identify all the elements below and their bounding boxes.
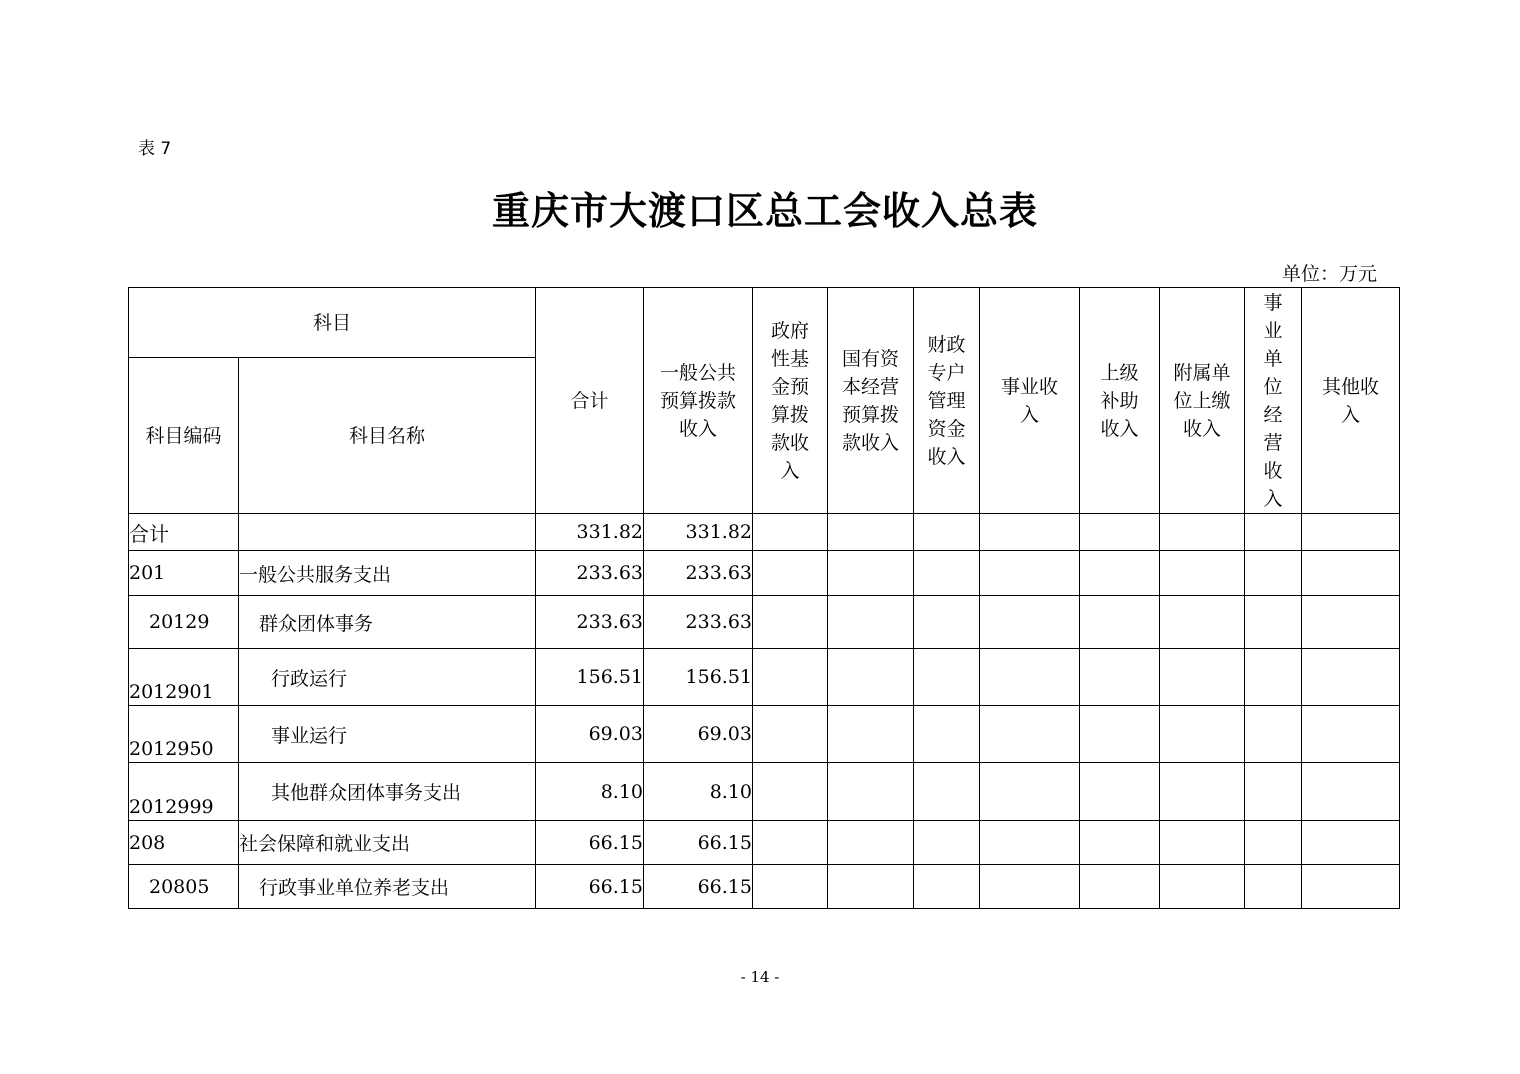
unit-label: 单位：万元	[1282, 263, 1378, 285]
row-total: 66.15	[536, 865, 644, 909]
table-row	[129, 865, 1400, 909]
row-total: 233.63	[536, 596, 644, 649]
total-general-budget: 331.82	[644, 514, 753, 551]
header-other-income: 其他收入	[1302, 288, 1400, 514]
row-name: 行政运行	[239, 649, 536, 706]
row-total: 8.10	[536, 763, 644, 821]
income-table	[128, 287, 1400, 909]
row-name: 行政事业单位养老支出	[239, 865, 536, 909]
table-row	[129, 821, 1400, 865]
table-row	[129, 649, 1400, 706]
row-general-budget: 156.51	[644, 649, 753, 706]
table-row	[129, 763, 1400, 821]
row-general-budget: 69.03	[644, 706, 753, 763]
row-general-budget: 8.10	[644, 763, 753, 821]
row-code: 201	[129, 551, 239, 596]
row-total: 156.51	[536, 649, 644, 706]
table-number: 表 7	[138, 139, 172, 159]
table-row	[129, 596, 1400, 649]
header-subject-name: 科目名称	[239, 358, 536, 514]
table-row	[129, 551, 1400, 596]
row-general-budget: 233.63	[644, 596, 753, 649]
row-code: 2012999	[129, 763, 239, 821]
header-subject: 科目	[129, 288, 536, 358]
page-title: 重庆市大渡口区总工会收入总表	[491, 189, 1038, 233]
total-row	[129, 514, 1400, 551]
header-total: 合计	[536, 288, 644, 514]
row-code: 20129	[129, 596, 239, 649]
row-name: 事业运行	[239, 706, 536, 763]
page-number: - 14 -	[740, 968, 780, 986]
row-name: 一般公共服务支出	[239, 551, 536, 596]
row-total: 233.63	[536, 551, 644, 596]
header-superior-subsidy: 上级补助收入	[1080, 288, 1160, 514]
header-general-budget: 一般公共预算拨款收入	[644, 288, 753, 514]
row-total: 69.03	[536, 706, 644, 763]
total-name	[239, 514, 536, 551]
row-code: 20805	[129, 865, 239, 909]
row-name: 社会保障和就业支出	[239, 821, 536, 865]
row-code: 2012950	[129, 706, 239, 763]
total-sum: 331.82	[536, 514, 644, 551]
total-label: 合计	[129, 514, 239, 551]
row-name: 群众团体事务	[239, 596, 536, 649]
row-general-budget: 66.15	[644, 865, 753, 909]
header-unit-operating: 事业单位经营收入	[1245, 288, 1302, 514]
header-subject-code: 科目编码	[129, 358, 239, 514]
row-name: 其他群众团体事务支出	[239, 763, 536, 821]
header-state-capital: 国有资本经营预算拨款收入	[828, 288, 914, 514]
row-general-budget: 66.15	[644, 821, 753, 865]
row-total: 66.15	[536, 821, 644, 865]
header-affiliated-payment: 附属单位上缴收入	[1160, 288, 1245, 514]
row-code: 2012901	[129, 649, 239, 706]
header-fiscal-special: 财政专户管理资金收入	[914, 288, 980, 514]
table-row	[129, 706, 1400, 763]
header-gov-fund: 政府性基金预算拨款收入	[753, 288, 828, 514]
header-business-income: 事业收入	[980, 288, 1080, 514]
row-code: 208	[129, 821, 239, 865]
row-general-budget: 233.63	[644, 551, 753, 596]
